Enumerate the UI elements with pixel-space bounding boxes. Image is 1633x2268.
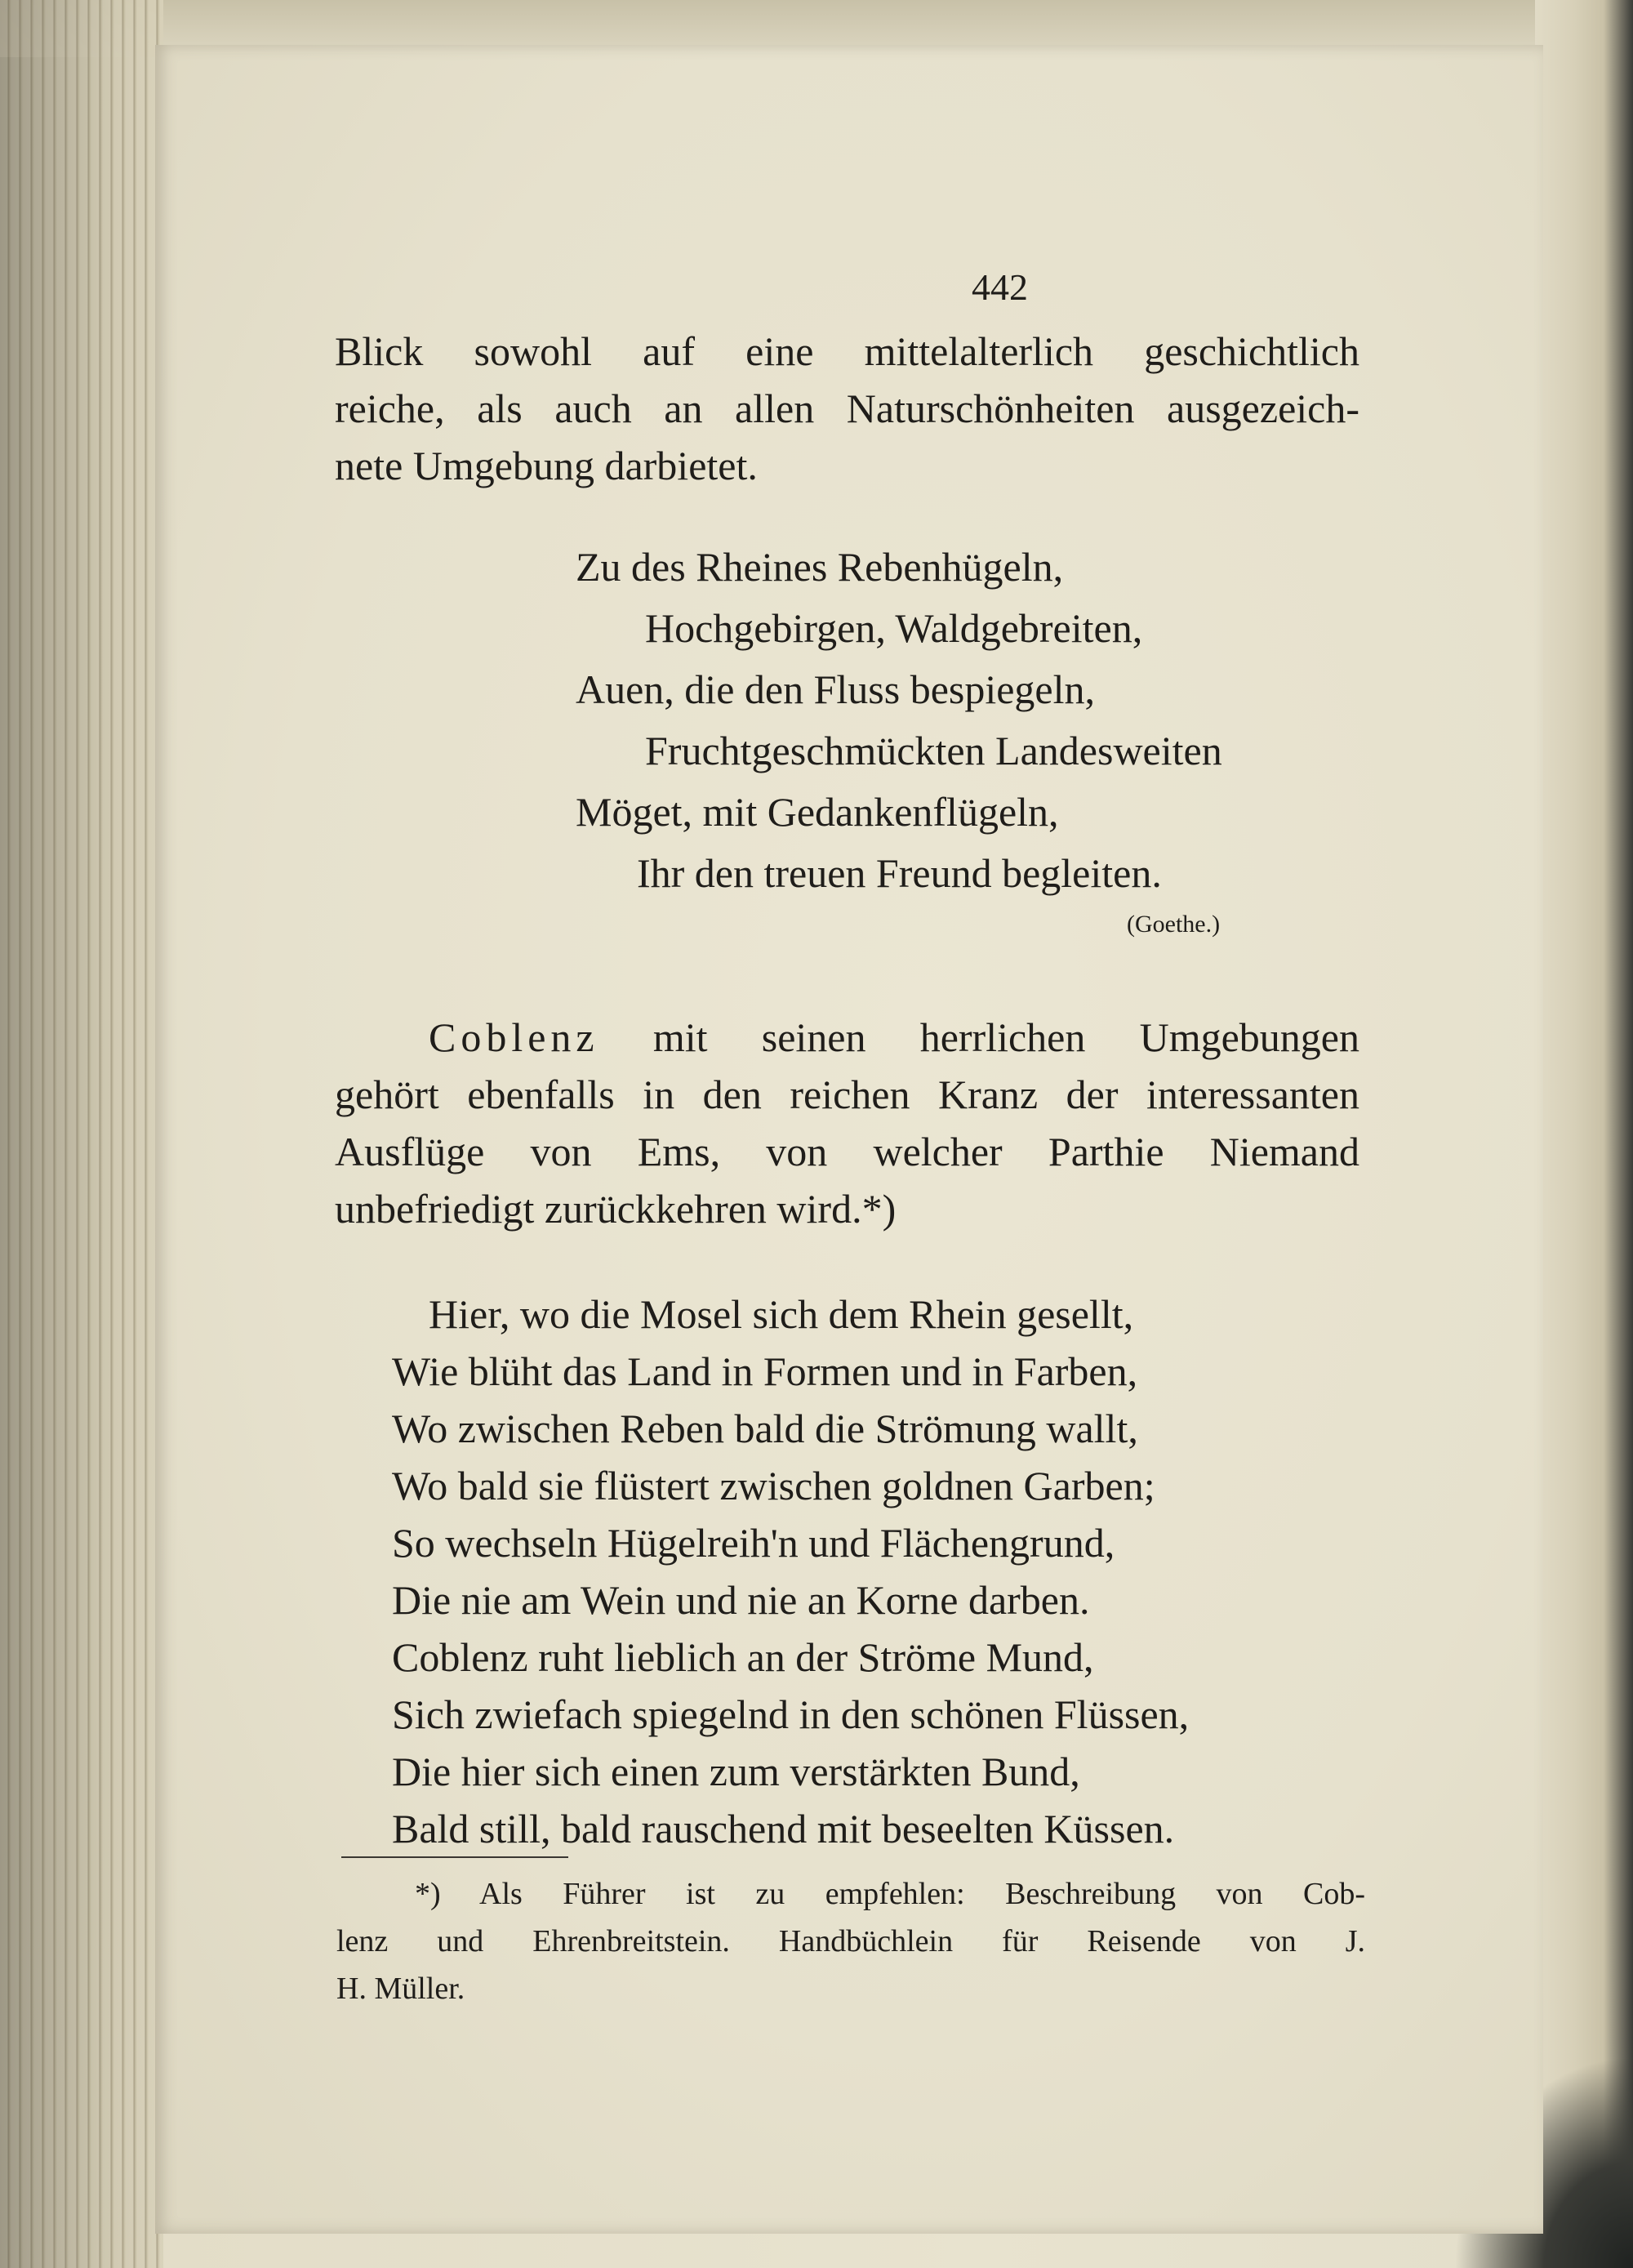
verse-line: Die hier sich einen zum verstärkten Bund, xyxy=(392,1749,1080,1794)
verse-line: Coblenz ruht lieblich an der Ströme Mund, xyxy=(392,1634,1094,1680)
verse-line: Zu des Rheines Rebenhügeln, xyxy=(576,544,1064,590)
verse-line: Wo zwischen Reben bald die Strömung wallt, xyxy=(392,1406,1138,1451)
verse-line: Bald still, bald rauschend mit beseelten Küssen. xyxy=(392,1806,1175,1851)
verse-line: Auen, die den Fluss bespiegeln, xyxy=(576,666,1096,712)
poem-attribution: (Goethe.) xyxy=(1127,911,1221,938)
book-page xyxy=(155,45,1543,2234)
verse-line: So wechseln Hügelreih'n und Flächengrund, xyxy=(392,1520,1115,1566)
verse-line: Die nie am Wein und nie an Korne darben. xyxy=(392,1577,1090,1623)
text-line: reiche, als auch an allen Naturschönheiten ausgezeich- xyxy=(335,385,1359,431)
text-line: gehört ebenfalls in den reichen Kranz der interessanten xyxy=(335,1072,1359,1117)
page-number: 442 xyxy=(972,266,1028,308)
paragraph-intro xyxy=(335,323,1359,494)
footnote-line: H. Müller. xyxy=(336,1972,465,2006)
footnote-line: lenz und Ehrenbreitstein. Handbüchlein für Reisende von J. xyxy=(336,1924,1365,1958)
text-line: unbefriedigt zurückkehren wird.*) xyxy=(335,1186,897,1232)
text-fragment: mit seinen herrlichen Umgebungen xyxy=(598,1014,1359,1060)
paragraph-coblenz xyxy=(335,1009,1359,1237)
verse-line: Hier, wo die Mosel sich dem Rhein gesellt, xyxy=(429,1291,1134,1337)
verse-line: Ihr den treuen Freund begleiten. xyxy=(637,850,1162,896)
text-line: Ausflüge von Ems, von welcher Parthie Niemand xyxy=(335,1129,1359,1174)
footnote xyxy=(336,1870,1365,2012)
verse-line: Fruchtgeschmückten Landesweiten xyxy=(645,728,1222,773)
verse-line: Wie blüht das Land in Formen und in Farben, xyxy=(392,1348,1138,1394)
footnote-line: *) Als Führer ist zu empfehlen: Beschreibung von Cob- xyxy=(415,1877,1365,1911)
text-line: Blick sowohl auf eine mittelalterlich geschichtlich xyxy=(335,328,1359,374)
verse-line: Wo bald sie flüstert zwischen goldnen Garben; xyxy=(392,1463,1155,1508)
verse-line: Möget, mit Gedankenflügeln, xyxy=(576,789,1059,835)
text-line xyxy=(335,1009,1359,1066)
text-line: nete Umgebung darbietet. xyxy=(335,443,758,488)
stacked-page-edges xyxy=(0,0,163,2268)
verse-line: Hochgebirgen, Waldgebreiten, xyxy=(645,605,1143,651)
verse-line: Sich zwiefach spiegelnd in den schönen Flüssen, xyxy=(392,1691,1190,1737)
facing-page-edge xyxy=(1535,0,1633,2268)
footnote-divider xyxy=(341,1856,568,1858)
emphasized-word: Coblenz xyxy=(429,1014,599,1060)
